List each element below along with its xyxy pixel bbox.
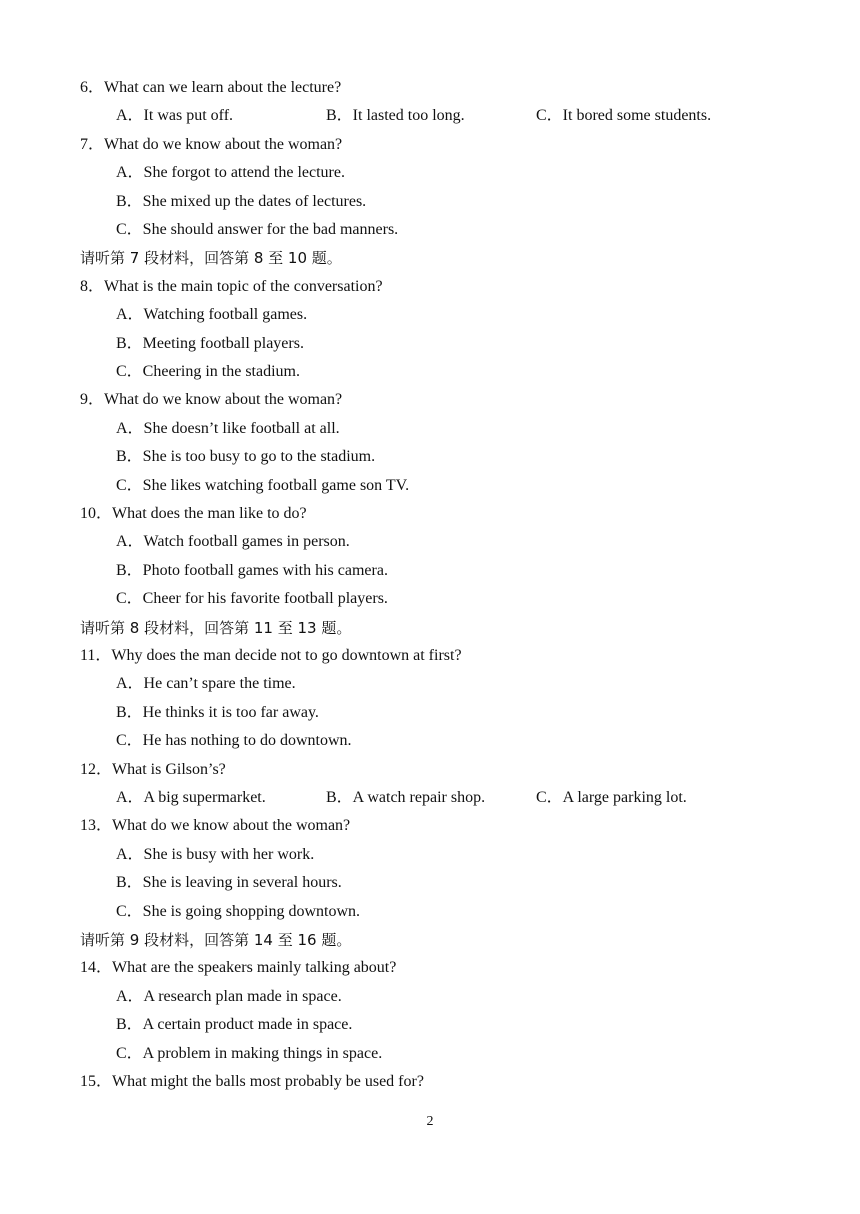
question-text: 12．What is Gilson’s? bbox=[80, 760, 226, 778]
question-text: 13．What do we know about the woman? bbox=[80, 817, 351, 835]
option-text: A．He can’t spare the time. bbox=[116, 675, 296, 693]
option-row bbox=[116, 784, 756, 812]
question-text: 10．What does the man like to do? bbox=[80, 505, 307, 522]
page-number: 2 bbox=[426, 1114, 434, 1129]
option-text: A．She forgot to attend the lecture. bbox=[116, 164, 345, 182]
question-text: 7．What do we know about the woman? bbox=[80, 135, 343, 153]
option-text: B．She is too busy to go to the stadium. bbox=[116, 448, 376, 466]
question-text: 9．What do we know about the woman? bbox=[80, 391, 343, 409]
section-instruction: 请听第 9 段材料，回答第 14 至 16 题。 bbox=[80, 931, 352, 949]
option-text: B．A certain product made in space. bbox=[116, 1016, 353, 1034]
option-text: A．A research plan made in space. bbox=[116, 987, 342, 1005]
option-text: B．He thinks it is too far away. bbox=[116, 703, 319, 721]
option-text: C．Cheering in the stadium. bbox=[116, 363, 300, 380]
option-text: A．It was put off. bbox=[116, 107, 234, 125]
option-text: C．She is going shopping downtown. bbox=[116, 902, 361, 920]
question-text: 11．Why does the man decide not to go downtown at first? bbox=[80, 647, 462, 664]
option-text: C．Cheer for his favorite football players. bbox=[116, 590, 388, 608]
option-text: C．A problem in making things in space. bbox=[116, 1044, 383, 1062]
option-text: B．A watch repair shop. bbox=[326, 789, 486, 806]
section-instruction: 请听第 8 段材料，回答第 11 至 13 题。 bbox=[80, 618, 352, 637]
question-text: 8．What is the main topic of the conversation? bbox=[80, 277, 383, 295]
option-text: C．He has nothing to do downtown. bbox=[116, 732, 352, 750]
option-text: A．Watch football games in person. bbox=[116, 533, 350, 551]
section-instruction: 请听第 7 段材料，回答第 8 至 10 题。 bbox=[80, 249, 342, 268]
option-text: C．A large parking lot. bbox=[536, 789, 687, 806]
option-text: B．She mixed up the dates of lectures. bbox=[116, 192, 367, 210]
option-text: A．She doesn’t like football at all. bbox=[116, 419, 340, 437]
option-text: C．She should answer for the bad manners. bbox=[116, 221, 399, 238]
question-text: 14．What are the speakers mainly talking about? bbox=[80, 959, 397, 977]
option-text: B．It lasted too long. bbox=[326, 107, 465, 125]
question-text: 6．What can we learn about the lecture? bbox=[80, 79, 342, 96]
option-text: B．Meeting football players. bbox=[116, 334, 304, 352]
option-text: B．Photo football games with his camera. bbox=[116, 561, 388, 579]
option-text: A．Watching football games. bbox=[116, 306, 308, 324]
option-text: B．She is leaving in several hours. bbox=[116, 874, 342, 892]
option-text: A．She is busy with her work. bbox=[116, 845, 315, 863]
option-text: A．A big supermarket. bbox=[116, 789, 266, 806]
option-text: C．It bored some students. bbox=[536, 107, 712, 125]
option-row bbox=[116, 102, 756, 130]
option-text: C．She likes watching football game son TV. bbox=[116, 476, 410, 494]
question-text: 15．What might the balls most probably be used for? bbox=[80, 1073, 424, 1090]
